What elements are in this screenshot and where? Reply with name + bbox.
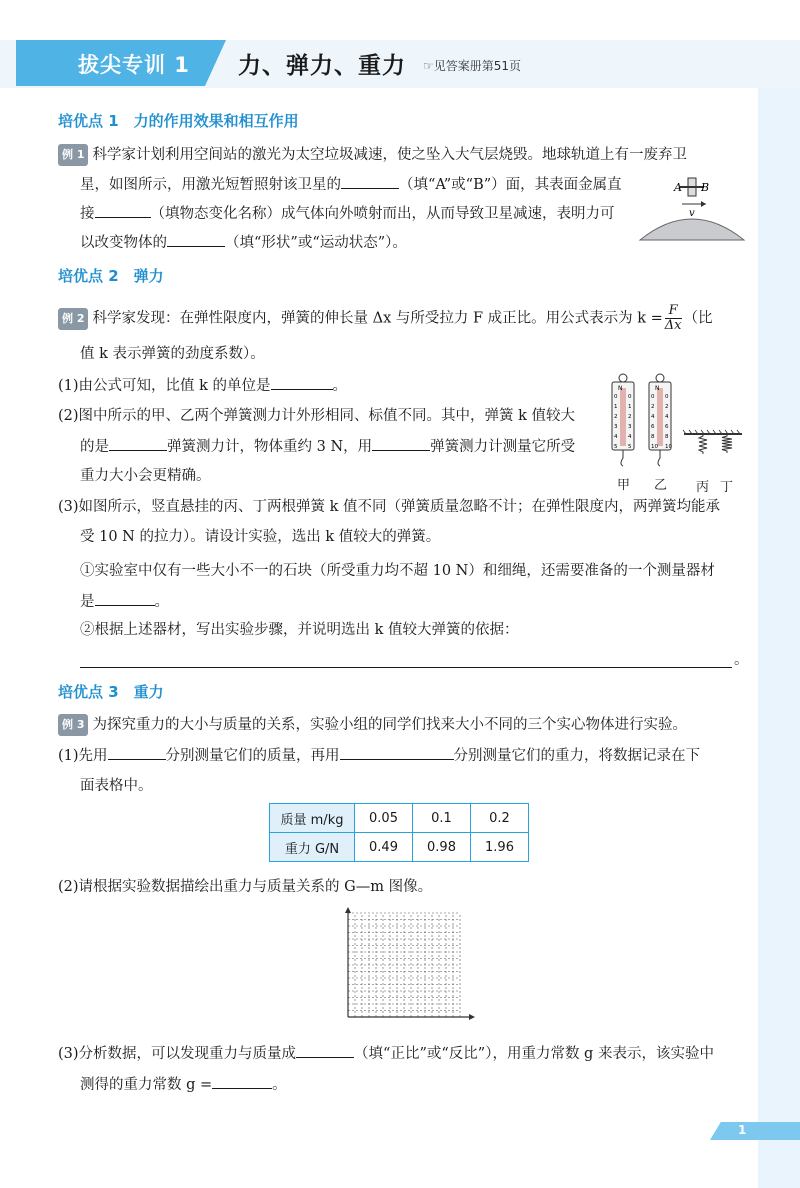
example-1-tag: 例 1 [58,144,88,166]
scale-tick-label: 10 [665,444,672,450]
page-edge-strip [758,85,800,1188]
page-title: 力、弹力、重力 [238,53,406,79]
scale-unit: N [655,385,660,392]
text: 接 [80,206,95,222]
text: 的是 [80,439,109,455]
text: 弹簧测力计，物体重约 3 N，用 [167,439,373,455]
answer-reference-text: 见答案册第51页 [433,59,522,73]
text: （填“正比”或“反比”），用重力常数 g 来表示，该实验中 [354,1046,714,1062]
text: （填“形状”或“运动状态”）。 [225,235,407,251]
text: 科学家发现：在弹性限度内，弹簧的伸长量 Δx 与所受拉力 F 成正比。用公式表示为 k = [92,310,663,327]
data-table [269,803,529,862]
text: 。 [154,594,169,610]
label-ding: 丁 [720,480,734,495]
example-2-q3-line-3: ①实验室中仅有一些大小不一的石块（所受重力均不超 10 N）和细绳，还需要准备的一个测量器材 [80,563,715,579]
section-heading-2: 培优点 2 弹力 [58,267,164,285]
fraction-denominator: Δx [664,318,682,333]
text: (1)由公式可知，比值 k 的单位是 [58,378,271,394]
answer-blank[interactable] [212,1075,272,1089]
velocity-arrow-head [701,201,706,207]
text: 以改变物体的 [80,235,167,251]
scale-tick-label: 6 [651,424,655,430]
scale-tick-label: 3 [614,424,618,430]
answer-blank[interactable] [95,204,151,218]
scale-tick-label: 6 [665,424,669,430]
example-3-tag: 例 3 [58,714,88,736]
answer-blank[interactable] [341,175,399,189]
example-2-q2-line-2 [80,437,575,457]
example-1-line-4 [80,233,407,253]
scale-tick-label: 4 [651,414,655,420]
blank-graph-grid [338,905,478,1023]
scale-hook [621,450,623,466]
example-2-q2-line-1: (2)图中所示的甲、乙两个弹簧测力计外形相同、标值不同。其中，弹簧 k 值较大 [58,408,576,424]
scale-tick-label: 2 [665,404,669,410]
grid-lines [348,913,460,1017]
scale-unit: N [618,385,623,392]
example-2-line-2: 值 k 表示弹簧的劲度系数）。 [80,346,265,362]
spring-scale-jia [612,374,634,466]
example-2-q1 [58,376,347,396]
example-3-line-1 [58,714,687,736]
answer-blank[interactable] [340,746,454,760]
text: 分别测量它们的重力，将数据记录在下 [453,748,701,764]
example-1-text: 科学家计划利用空间站的激光为太空垃圾减速，使之坠入大气层烧毁。地球轨道上有一废弃卫 [92,147,687,163]
text: 星，如图所示，用激光短暂照射该卫星的 [80,177,341,193]
example-2-q3-line-1: (3)如图所示，竖直悬挂的丙、丁两根弹簧 k 值不同（弹簧质量忽略不计；在弹性限度内，两弹簧均能承 [58,499,721,515]
fraction-numerator: F [665,304,682,319]
example-2-q3-line-5: ②根据上述器材，写出实验步骤，并说明选出 k 值较大弹簧的依据： [80,622,519,638]
answer-blank[interactable] [372,437,430,451]
table-cell: 0.98 [413,833,471,862]
satellite-figure [636,170,748,242]
scale-tick-label: 0 [651,394,655,400]
label-bing: 丙 [696,480,710,495]
text: 。 [332,378,348,394]
example-2-line-1 [58,304,713,333]
earth-arc [640,219,744,240]
table-cell: 0.1 [413,804,471,833]
example-3-q3-line-1 [58,1044,714,1064]
spring-ding [722,434,732,453]
example-3-q3-line-2 [80,1075,287,1095]
scale-window [620,388,626,446]
text: （填“A”或“B”）面，其表面金属直 [399,177,622,193]
spring-scale-yi [649,374,671,466]
table-row [270,804,529,833]
label-v: v [689,208,695,219]
x-axis-arrow [469,1014,475,1020]
example-1-line-2 [80,175,622,195]
table-cell: 0.05 [355,804,413,833]
text: 弹簧测力计测量它所受 [430,439,576,455]
scale-tick-label: 0 [614,394,618,400]
scale-tick-label: 8 [665,434,669,440]
text: (1)先用 [58,748,108,764]
scale-tick-label: 2 [614,414,618,420]
spring-bing [699,434,707,454]
text: 。 [272,1077,287,1093]
table-cell: 0.2 [471,804,529,833]
example-1-line-1 [58,144,687,166]
y-axis-arrow [345,907,351,913]
table-row [270,833,529,862]
section-heading-1: 培优点 1 力的作用效果和相互作用 [58,112,299,130]
scale-tick-label: 2 [651,404,655,410]
scale-hook [658,450,660,466]
example-3-q2: (2)请根据实验数据描绘出重力与质量关系的 G—m 图像。 [58,879,433,895]
text: 为探究重力的大小与质量的关系，实验小组的同学们找来大小不同的三个实心物体进行实验。 [92,717,687,733]
text: （填物态变化名称）成气体向外喷射而出，从而导致卫星减速，表明力可 [150,206,615,222]
answer-blank[interactable] [296,1044,354,1058]
header-badge-label: 拔尖专训 1 [78,53,190,77]
answer-blank[interactable] [95,592,155,606]
table-header-cell: 质量 m/kg [270,804,355,833]
scale-tick-label: 0 [628,394,632,400]
answer-blank[interactable] [167,233,225,247]
scale-tick-label: 0 [665,394,669,400]
answer-line-end: 。 [734,652,749,668]
label-yi: 乙 [654,478,668,493]
answer-blank[interactable] [109,437,167,451]
table-cell: 0.49 [355,833,413,862]
scale-ring [619,374,627,382]
example-2-q2-line-3: 重力大小会更精确。 [80,468,211,484]
example-2-tag: 例 2 [58,308,88,330]
text: (3)分析数据，可以发现重力与质量成 [58,1046,297,1062]
page-number: 1 [738,1123,747,1137]
scale-tick-label: 4 [614,434,618,440]
scale-tick-label: 1 [628,404,632,410]
formula-fraction [665,304,682,333]
example-3-q1-line-1 [58,746,700,766]
answer-line[interactable] [80,667,732,668]
scale-tick-label: 3 [628,424,632,430]
scale-tick-label: 4 [665,414,669,420]
spring-scales-figure [606,372,746,468]
example-1-line-3 [80,204,615,224]
hand-pointer-icon: ☞ [423,59,434,73]
scale-tick-label: 4 [628,434,632,440]
label-jia: 甲 [617,478,631,493]
scale-window [657,388,663,446]
example-2-q3-line-4 [80,592,169,612]
scale-tick-label: 2 [628,414,632,420]
scale-tick-label: 1 [614,404,618,410]
text: （比 [683,310,713,327]
example-2-q3-line-2: 受 10 N 的拉力）。请设计实验，选出 k 值较大的弹簧。 [80,529,441,545]
text: 分别测量它们的质量，再用 [165,748,340,764]
page-number-tab [710,1122,800,1140]
answer-reference [423,57,521,74]
label-a: A [674,181,682,194]
scale-tick-label: 5 [628,444,632,450]
label-b: B [701,181,710,194]
answer-blank[interactable] [271,376,333,390]
text: 测得的重力常数 g = [80,1077,213,1093]
example-3-q1-line-2: 面表格中。 [80,778,153,794]
scale-tick-label: 5 [614,444,618,450]
text: 是 [80,594,95,610]
table-cell: 1.96 [471,833,529,862]
scale-tick-label: 8 [651,434,655,440]
scale-ring [656,374,664,382]
answer-blank[interactable] [108,746,166,760]
scale-tick-label: 10 [651,444,658,450]
section-heading-3: 培优点 3 重力 [58,683,164,701]
table-header-cell: 重力 G/N [270,833,355,862]
